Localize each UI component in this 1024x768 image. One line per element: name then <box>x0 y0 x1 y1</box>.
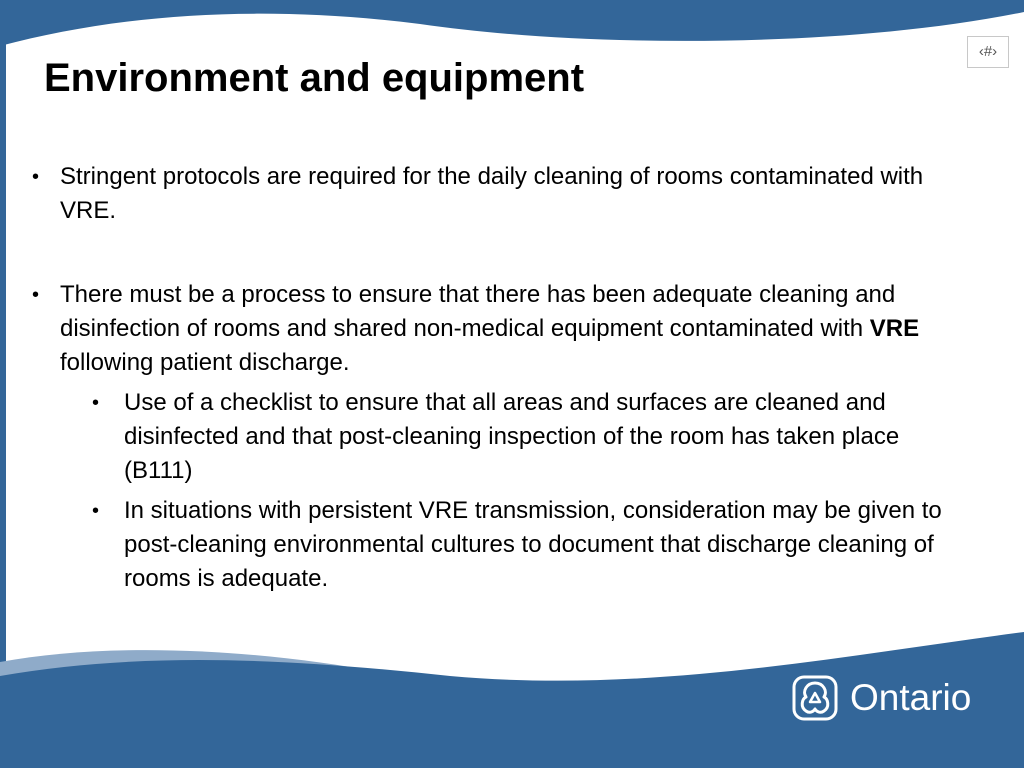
trillium-icon <box>792 675 838 721</box>
bullet-icon: • <box>32 166 40 188</box>
bullet-icon: • <box>32 284 40 306</box>
bullet-text: There must be a process to ensure that there has been adequate cleaning and disinfection of rooms and shared non-medical equipment contaminated with <box>60 281 896 342</box>
slide-title: Environment and equipment <box>44 56 585 100</box>
bullet-item <box>32 278 960 380</box>
ontario-logo-text: Ontario <box>850 677 972 718</box>
bullet-text: Stringent protocols are required for the daily cleaning of rooms contaminated with VRE. <box>60 163 924 224</box>
sub-bullet-text: Use of a checklist to ensure that all areas and surfaces are cleaned and disinfected and that post-cleaning inspection of the room has taken place (B111) <box>124 389 900 484</box>
sub-bullet-item <box>92 386 964 488</box>
sub-bullet-text: In situations with persistent VRE transmission, consideration may be given to post-cleaning environmental cultures to document that discharge cleaning of rooms is adequate. <box>124 497 942 592</box>
bullet-item <box>32 160 960 228</box>
bullet-text: following patient discharge. <box>60 349 350 376</box>
bullet-icon: • <box>92 500 100 522</box>
slide-number: ‹#› <box>967 36 1009 68</box>
bullet-text-bold: VRE <box>869 315 920 342</box>
sub-bullet-item <box>92 494 964 596</box>
bullet-icon: • <box>92 392 100 414</box>
